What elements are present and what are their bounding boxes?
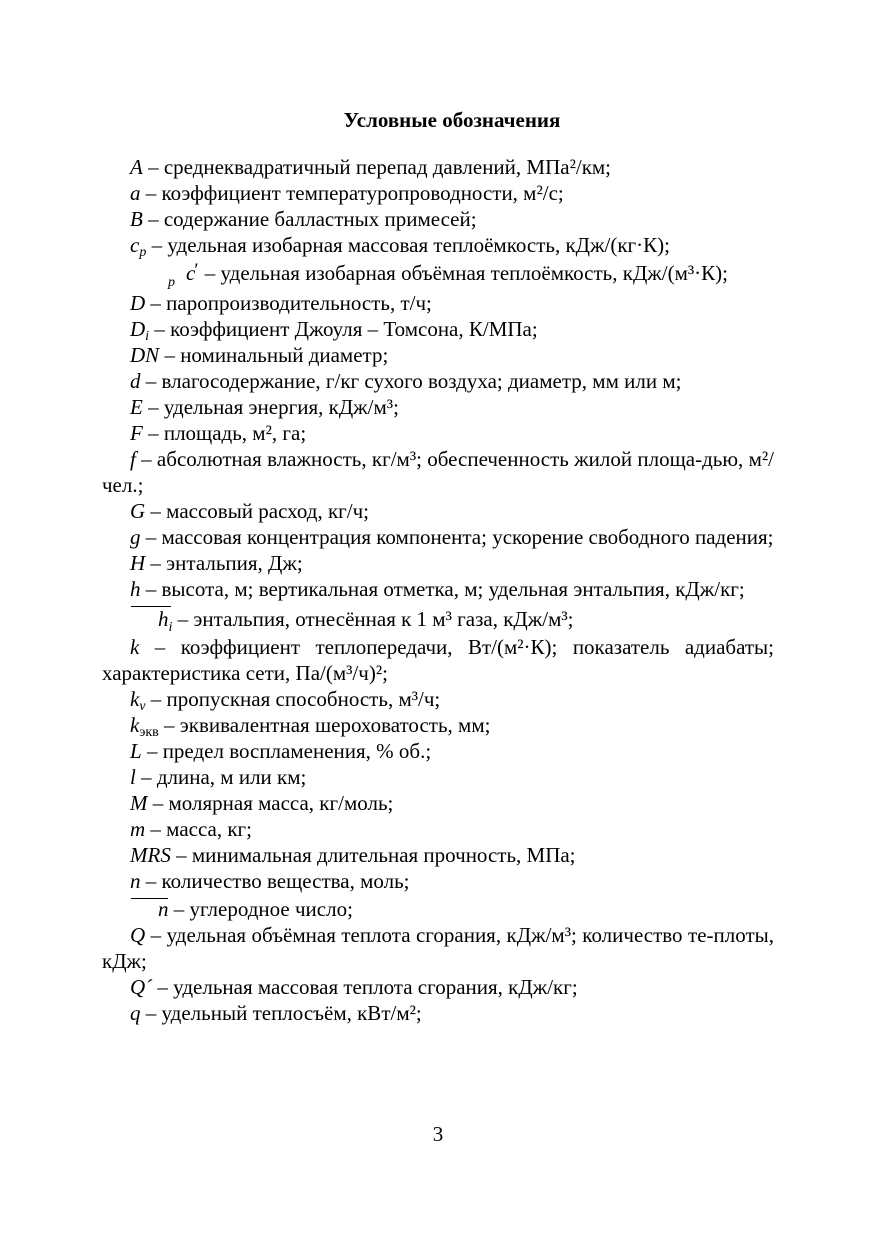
- symbol-description: – удельная энергия, кДж/м³;: [142, 395, 399, 419]
- symbol-subscript: p: [139, 245, 147, 260]
- symbol-subscript: p: [168, 275, 175, 290]
- symbol: a: [130, 181, 141, 205]
- symbol-prime: ′: [194, 260, 199, 281]
- symbol-entry: [102, 420, 774, 446]
- symbol-description: – молярная масса, кг/моль;: [147, 791, 394, 815]
- symbol: D: [130, 317, 146, 341]
- symbol: G: [130, 499, 146, 523]
- symbol-description: – удельный теплосъём, кВт/м²;: [140, 1001, 422, 1025]
- symbol-entry: [102, 1000, 774, 1026]
- symbol-description: – паропроизводительность, т/ч;: [145, 291, 432, 315]
- symbol-description: – удельная изобарная объёмная теплоёмкость, кДж/(м³·К);: [199, 261, 729, 285]
- symbol: L: [130, 739, 142, 763]
- symbol-entry: [102, 868, 774, 894]
- symbol-base: h: [158, 607, 169, 631]
- symbol-entry: [102, 342, 774, 368]
- symbol-entry: [102, 842, 774, 868]
- symbol-entry: [102, 316, 774, 342]
- symbol: n: [130, 894, 169, 922]
- symbol: m: [130, 817, 146, 841]
- symbol-entry: [102, 894, 774, 922]
- symbol-subscript: i: [145, 329, 150, 344]
- symbol: Q´: [130, 975, 153, 999]
- symbol: F: [130, 421, 143, 445]
- symbol: q: [130, 1001, 141, 1025]
- symbol: l: [130, 765, 136, 789]
- symbol-entry: [102, 790, 774, 816]
- symbol: h: [130, 577, 141, 601]
- symbol-description: – высота, м; вертикальная отметка, м; удельная энтальпия, кДж/кг;: [140, 577, 745, 601]
- symbol-entry: [102, 712, 774, 738]
- symbol-entry: [102, 686, 774, 712]
- symbol-entry: [102, 576, 774, 602]
- symbol-description: – предел воспламенения, % об.;: [141, 739, 432, 763]
- page-number: 3: [432, 1122, 444, 1146]
- symbol: k: [130, 635, 140, 659]
- symbol-entry: [102, 368, 774, 394]
- symbol: A: [130, 155, 143, 179]
- symbol-entry: [102, 498, 774, 524]
- symbol: k: [130, 687, 140, 711]
- symbol-entry: [102, 550, 774, 576]
- symbol: MRS: [130, 843, 171, 867]
- symbol-entry: [102, 634, 774, 686]
- symbol-entry: [102, 524, 774, 550]
- symbol-description: – удельная изобарная массовая теплоёмкость, кДж/(кг·К);: [146, 233, 670, 257]
- symbol: DN: [130, 343, 160, 367]
- symbol: E: [130, 395, 143, 419]
- symbol-list: [102, 154, 774, 1026]
- symbol-base: c: [186, 261, 196, 285]
- symbol-entry: [102, 738, 774, 764]
- symbol-entry: [102, 394, 774, 420]
- symbol-entry: [102, 974, 774, 1000]
- symbol-description: – влагосодержание, г/кг сухого воздуха; диаметр, мм или м;: [140, 369, 682, 393]
- symbol: M: [130, 791, 148, 815]
- symbol-description: – удельная объёмная теплота сгорания, кДж/м³; количество те-плоты, кДж;: [102, 923, 774, 973]
- symbol-entry: [102, 206, 774, 232]
- symbol-description: – длина, м или км;: [135, 765, 307, 789]
- symbol-subscript: экв: [139, 725, 159, 740]
- symbol-description: – содержание балластных примесей;: [142, 207, 477, 231]
- symbol-description: – энтальпия, отнесённая к 1 м³ газа, кДж/м³;: [172, 607, 574, 631]
- symbol-subscript: i: [168, 620, 173, 635]
- symbol-entry: [102, 258, 774, 290]
- symbol-entry: [102, 154, 774, 180]
- symbol: d: [130, 369, 141, 393]
- symbol-description: – энтальпия, Дж;: [145, 551, 303, 575]
- symbol: D: [130, 291, 146, 315]
- symbol: n: [130, 869, 141, 893]
- symbol-description: – количество вещества, моль;: [140, 869, 410, 893]
- symbol: B: [130, 207, 143, 231]
- symbol-entry: [102, 816, 774, 842]
- section-title: Условные обозначения: [343, 108, 561, 132]
- symbol-description: – коэффициент Джоуля – Томсона, К/МПа;: [149, 317, 538, 341]
- symbol-description: – абсолютная влажность, кг/м³; обеспеченность жилой площа-дью, м²/чел.;: [102, 447, 774, 497]
- symbol-description: – номинальный диаметр;: [159, 343, 389, 367]
- symbol-description: – удельная массовая теплота сгорания, кДж/кг;: [152, 975, 578, 999]
- symbol: H: [130, 551, 146, 575]
- symbol: g: [130, 525, 141, 549]
- symbol-description: – масса, кг;: [145, 817, 253, 841]
- symbol: f: [130, 447, 136, 471]
- symbol-description: – массовый расход, кг/ч;: [145, 499, 369, 523]
- symbol-description: – пропускная способность, м³/ч;: [145, 687, 441, 711]
- symbol-description: – массовая концентрация компонента; ускорение свободного падения;: [140, 525, 774, 549]
- symbol: [130, 258, 199, 290]
- symbol-entry: [102, 290, 774, 316]
- symbol-entry: [102, 446, 774, 498]
- symbol: Q: [130, 923, 146, 947]
- symbol-entry: [102, 602, 774, 634]
- symbol-entry: [102, 764, 774, 790]
- symbol-description: – среднеквадратичный перепад давлений, МПа²/км;: [142, 155, 612, 179]
- symbol-entry: [102, 922, 774, 974]
- symbol-description: – коэффициент теплопередачи, Вт/(м²·К); показатель адиабаты; характеристика сети, Па/(м³/ч)²;: [102, 635, 774, 685]
- symbol-subscript: v: [139, 699, 146, 714]
- symbol-entry: [102, 232, 774, 258]
- symbol-description: – площадь, м², га;: [142, 421, 307, 445]
- symbol: c: [130, 233, 140, 257]
- symbol-description: – эквивалентная шероховатость, мм;: [158, 713, 491, 737]
- symbol-description: – углеродное число;: [168, 897, 353, 921]
- symbol-description: – минимальная длительная прочность, МПа;: [170, 843, 576, 867]
- symbol-entry: [102, 180, 774, 206]
- symbol: k: [130, 713, 140, 737]
- symbol-description: – коэффициент температуропроводности, м²/с;: [140, 181, 564, 205]
- symbol: [130, 602, 172, 634]
